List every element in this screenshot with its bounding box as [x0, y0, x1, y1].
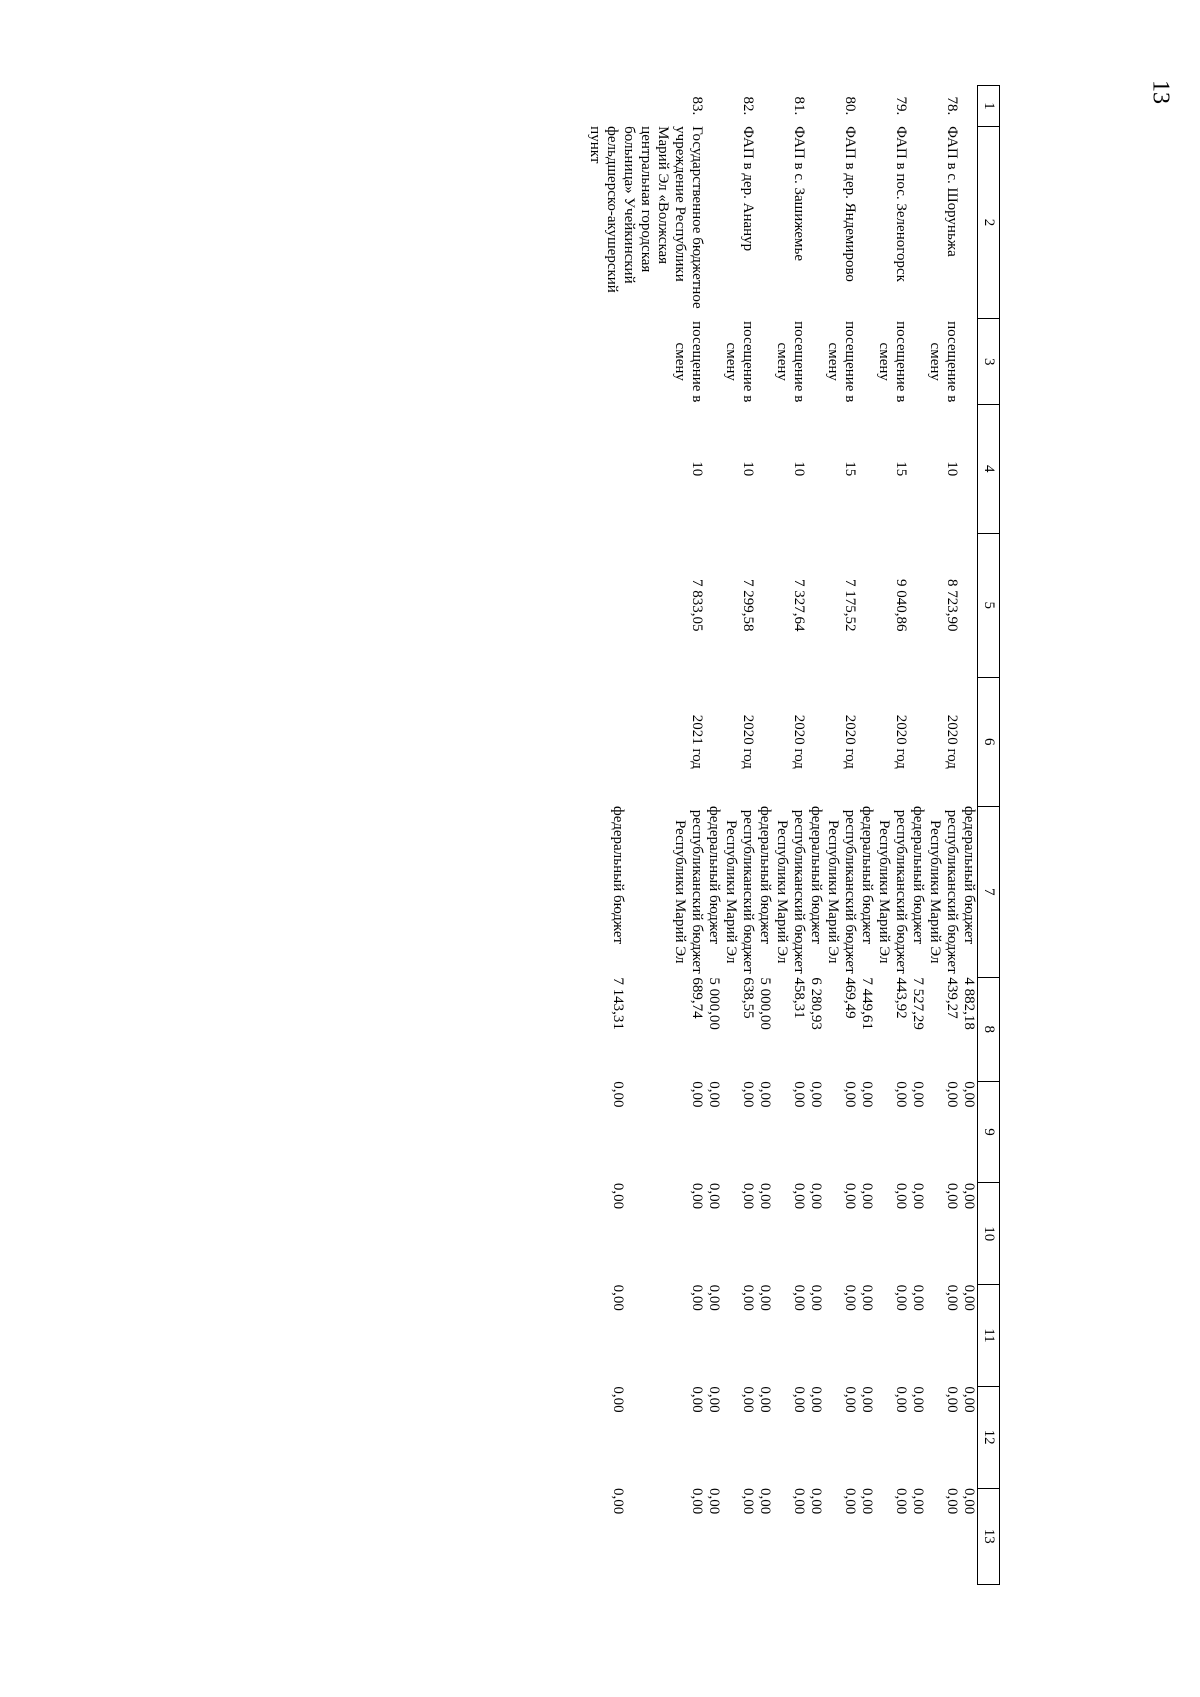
col-header: 3: [978, 319, 1000, 405]
value-cell: 0,00: [609, 1488, 626, 1515]
value-cell: 0,00: [893, 1386, 909, 1413]
value-cell: 0,00: [609, 1182, 626, 1210]
table-row-federal: [858, 86, 875, 1585]
value-cell: 0,00: [893, 1284, 909, 1311]
cost-cell: 7 327,64: [791, 579, 807, 632]
budget-source: федеральный бюджет: [910, 806, 926, 945]
rotated-table-area: [220, 85, 1000, 1585]
row-number: 79.: [893, 96, 909, 116]
table-row-federal: [705, 86, 722, 1585]
value-cell: 0,00: [757, 1182, 773, 1210]
col-header: 11: [978, 1285, 1000, 1387]
amount-cell: 5 000,00: [757, 977, 773, 1030]
col-header: 8: [978, 977, 1000, 1081]
value-cell: 0,00: [757, 1081, 773, 1108]
value-cell: 0,00: [757, 1284, 773, 1311]
budget-source: федеральный бюджет: [609, 806, 626, 945]
table-row: [824, 86, 858, 1585]
table-row: [926, 86, 960, 1585]
amount-cell: 7 527,29: [910, 977, 926, 1030]
value-cell: 0,00: [791, 1182, 807, 1210]
value-cell: 0,00: [791, 1488, 807, 1515]
table-row: [722, 86, 756, 1585]
budget-source: федеральный бюджет: [859, 806, 875, 945]
capacity-cell: 10: [791, 461, 807, 477]
amount-cell: 5 000,00: [706, 977, 722, 1030]
value-cell: 0,00: [842, 1081, 858, 1108]
value-cell: 0,00: [609, 1081, 626, 1108]
col-header: 6: [978, 678, 1000, 806]
budget-source: республиканский бюджет Республики Марий Эл: [672, 809, 705, 974]
amount-cell: 439,27: [944, 977, 960, 1019]
value-cell: 0,00: [961, 1488, 977, 1515]
object-name: Государственное бюджетное учреждение Республики Марий Эл «Волжская центральная городская больница» Учейкинский фельдшерско-акушерский пункт: [587, 126, 705, 309]
value-cell: 0,00: [791, 1081, 807, 1108]
amount-cell: 7 449,61: [859, 977, 875, 1030]
col-header: 5: [978, 533, 1000, 678]
value-cell: 0,00: [740, 1081, 756, 1108]
col-header: 1: [978, 86, 1000, 127]
value-cell: 0,00: [842, 1284, 858, 1311]
value-cell: 0,00: [740, 1182, 756, 1210]
budget-source: федеральный бюджет: [808, 806, 824, 945]
value-cell: 0,00: [740, 1386, 756, 1413]
object-name: ФАП в дер. Яндемирово: [842, 126, 858, 282]
value-cell: 0,00: [706, 1284, 722, 1311]
value-cell: 0,00: [808, 1488, 824, 1515]
amount-cell: 469,49: [842, 977, 858, 1019]
unit-cell: посещение в смену: [876, 321, 909, 403]
value-cell: 0,00: [689, 1386, 705, 1413]
value-cell: 0,00: [944, 1182, 960, 1210]
table-row: [626, 86, 705, 1585]
year-cell: 2020 год: [791, 714, 807, 769]
col-header: 13: [978, 1488, 1000, 1584]
value-cell: 0,00: [689, 1284, 705, 1311]
budget-source: республиканский бюджет Республики Марий Эл: [774, 809, 807, 974]
capacity-cell: 10: [944, 461, 960, 477]
row-number: 81.: [791, 96, 807, 116]
year-cell: 2020 год: [893, 714, 909, 769]
table-row-federal: [807, 86, 824, 1585]
row-number: 82.: [740, 96, 756, 116]
value-cell: 0,00: [609, 1386, 626, 1413]
amount-cell: 689,74: [689, 977, 705, 1019]
value-cell: 0,00: [842, 1386, 858, 1413]
budget-source: республиканский бюджет Республики Марий Эл: [825, 809, 858, 974]
value-cell: 0,00: [791, 1284, 807, 1311]
value-cell: 0,00: [740, 1284, 756, 1311]
value-cell: 0,00: [910, 1284, 926, 1311]
col-header: 9: [978, 1081, 1000, 1183]
value-cell: 0,00: [757, 1488, 773, 1515]
value-cell: 0,00: [961, 1182, 977, 1210]
unit-cell: посещение в смену: [723, 321, 756, 403]
value-cell: 0,00: [893, 1182, 909, 1210]
value-cell: 0,00: [689, 1182, 705, 1210]
value-cell: 0,00: [859, 1081, 875, 1108]
object-name: ФАП в дер. Ананур: [740, 126, 756, 252]
value-cell: 0,00: [910, 1386, 926, 1413]
budget-source: федеральный бюджет: [961, 806, 977, 945]
amount-cell: 443,92: [893, 977, 909, 1019]
value-cell: 0,00: [808, 1386, 824, 1413]
amount-cell: 458,31: [791, 977, 807, 1019]
object-name: ФАП в с. Шоруньжа: [944, 126, 960, 257]
value-cell: 0,00: [791, 1386, 807, 1413]
amount-cell: 7 143,31: [609, 977, 626, 1030]
column-header-row: [978, 86, 1000, 1585]
col-header: 7: [978, 806, 1000, 977]
value-cell: 0,00: [859, 1386, 875, 1413]
col-header: 2: [978, 126, 1000, 319]
value-cell: 0,00: [808, 1284, 824, 1311]
value-cell: 0,00: [961, 1081, 977, 1108]
continuation-row: [960, 86, 978, 1585]
value-cell: 0,00: [910, 1488, 926, 1515]
value-cell: 0,00: [944, 1386, 960, 1413]
value-cell: 0,00: [859, 1182, 875, 1210]
unit-cell: посещение в смену: [927, 321, 960, 403]
table-row-federal: [756, 86, 773, 1585]
value-cell: 0,00: [893, 1488, 909, 1515]
value-cell: 0,00: [961, 1386, 977, 1413]
col-header: 10: [978, 1183, 1000, 1285]
value-cell: 0,00: [961, 1284, 977, 1311]
capacity-cell: 15: [893, 461, 909, 477]
value-cell: 0,00: [706, 1386, 722, 1413]
year-cell: 2020 год: [740, 714, 756, 769]
value-cell: 0,00: [944, 1284, 960, 1311]
value-cell: 0,00: [609, 1284, 626, 1311]
amount-cell: 6 280,93: [808, 977, 824, 1030]
value-cell: 0,00: [706, 1081, 722, 1108]
year-cell: 2020 год: [944, 714, 960, 769]
value-cell: 0,00: [808, 1081, 824, 1108]
value-cell: 0,00: [910, 1081, 926, 1108]
budget-source: республиканский бюджет Республики Марий Эл: [723, 809, 756, 974]
value-cell: 0,00: [842, 1182, 858, 1210]
row-number: 80.: [842, 96, 858, 116]
year-cell: 2020 год: [842, 714, 858, 769]
budget-source: республиканский бюджет Республики Марий Эл: [927, 809, 960, 974]
value-cell: 0,00: [689, 1081, 705, 1108]
unit-cell: посещение в смену: [825, 321, 858, 403]
value-cell: 0,00: [808, 1182, 824, 1210]
page-number: 13: [1147, 80, 1174, 104]
cost-cell: 7 833,05: [689, 579, 705, 632]
table-row-federal: [909, 86, 926, 1585]
budget-source: федеральный бюджет: [706, 806, 722, 945]
col-header: 4: [978, 405, 1000, 533]
budget-source: республиканский бюджет Республики Марий Эл: [876, 809, 909, 974]
amount-cell: 638,55: [740, 977, 756, 1019]
object-name: ФАП в с. Зашижемье: [791, 126, 807, 262]
value-cell: 0,00: [740, 1488, 756, 1515]
value-cell: 0,00: [689, 1488, 705, 1515]
unit-cell: посещение в смену: [672, 321, 705, 403]
budget-table: [586, 85, 1000, 1585]
value-cell: 0,00: [910, 1182, 926, 1210]
amount-cell: 4 882,18: [961, 977, 977, 1030]
cost-cell: 9 040,86: [893, 579, 909, 632]
value-cell: 0,00: [893, 1081, 909, 1108]
capacity-cell: 10: [740, 461, 756, 477]
cost-cell: 8 723,90: [944, 579, 960, 632]
value-cell: 0,00: [706, 1488, 722, 1515]
col-header: 12: [978, 1386, 1000, 1488]
value-cell: 0,00: [757, 1386, 773, 1413]
table-row: [773, 86, 807, 1585]
value-cell: 0,00: [859, 1488, 875, 1515]
capacity-cell: 10: [689, 461, 705, 477]
value-cell: 0,00: [944, 1488, 960, 1515]
cost-cell: 7 175,52: [842, 579, 858, 632]
value-cell: 0,00: [706, 1182, 722, 1210]
budget-source: федеральный бюджет: [757, 806, 773, 945]
value-cell: 0,00: [944, 1081, 960, 1108]
value-cell: 0,00: [842, 1488, 858, 1515]
capacity-cell: 15: [842, 461, 858, 477]
year-cell: 2021 год: [689, 714, 705, 769]
row-number: 83.: [689, 96, 705, 116]
unit-cell: посещение в смену: [774, 321, 807, 403]
cost-cell: 7 299,58: [740, 579, 756, 632]
table-row: [875, 86, 909, 1585]
object-name: ФАП в пос. Зеленогорск: [893, 126, 909, 282]
value-cell: 0,00: [859, 1284, 875, 1311]
row-number: 78.: [944, 96, 960, 116]
